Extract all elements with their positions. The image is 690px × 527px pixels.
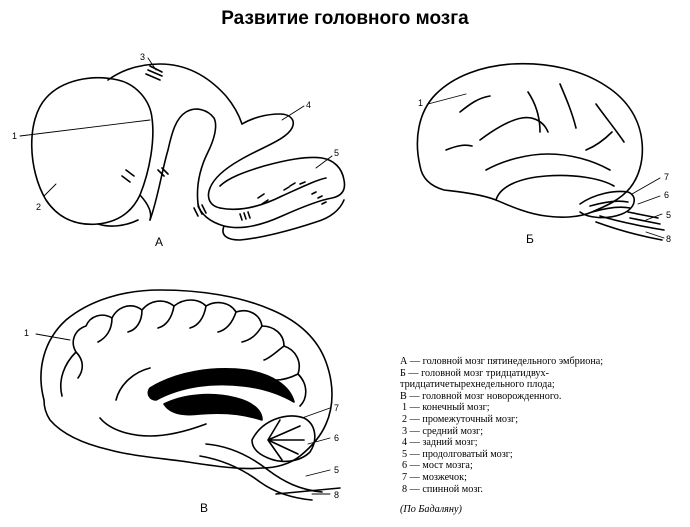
callout-c-7: 7 [334, 403, 340, 413]
fetus-brain-drawing [417, 64, 664, 240]
panel-label-c: В [200, 501, 209, 515]
callout-b-7: 7 [664, 172, 670, 182]
legend-line: В — головной мозг новорожденного. [400, 390, 562, 402]
source-citation: (По Бадаляну) [400, 504, 462, 516]
legend-line: А — головной мозг пятинедельного эмбриона; [400, 356, 604, 367]
callout-a-1: 1 [12, 131, 18, 141]
callout-b-6: 6 [664, 190, 670, 200]
callout-c-8: 8 [334, 490, 340, 500]
legend-line: 4 — задний мозг; [402, 437, 478, 449]
legend-line: Б — головной мозг тридцатидвух- [400, 367, 549, 379]
embryo-brain-drawing [20, 58, 345, 240]
legend-line: 7 — мозжечок; [402, 471, 467, 483]
legend-line: 2 — промежуточный мозг; [402, 413, 519, 425]
newborn-brain-drawing [36, 290, 340, 500]
legend [400, 356, 685, 516]
legend-line: 6 — мост мозга; [402, 460, 473, 472]
callout-a-2: 2 [36, 202, 42, 212]
legend-line: 5 — продолговатый мозг; [402, 448, 513, 460]
legend-line: 1 — конечный мозг; [402, 402, 490, 414]
page-title: Развитие головного мозга [221, 8, 469, 29]
legend-line: 8 — спинной мозг. [402, 483, 483, 495]
callout-c-1: 1 [24, 328, 30, 338]
panel-label-a: А [155, 235, 164, 249]
panel-label-b: Б [526, 232, 534, 246]
callout-c-5: 5 [334, 465, 340, 475]
callout-c-6: 6 [334, 433, 340, 443]
callout-b-8: 8 [666, 234, 672, 244]
callout-b-1: 1 [418, 98, 424, 108]
legend-line: тридцатичетырехнедельного плода; [400, 379, 555, 391]
callout-a-3: 3 [140, 52, 146, 62]
callout-a-4: 4 [306, 100, 312, 110]
legend-line: 3 — средний мозг; [402, 425, 484, 437]
callout-a-5: 5 [334, 148, 340, 158]
callout-b-5: 5 [666, 210, 672, 220]
